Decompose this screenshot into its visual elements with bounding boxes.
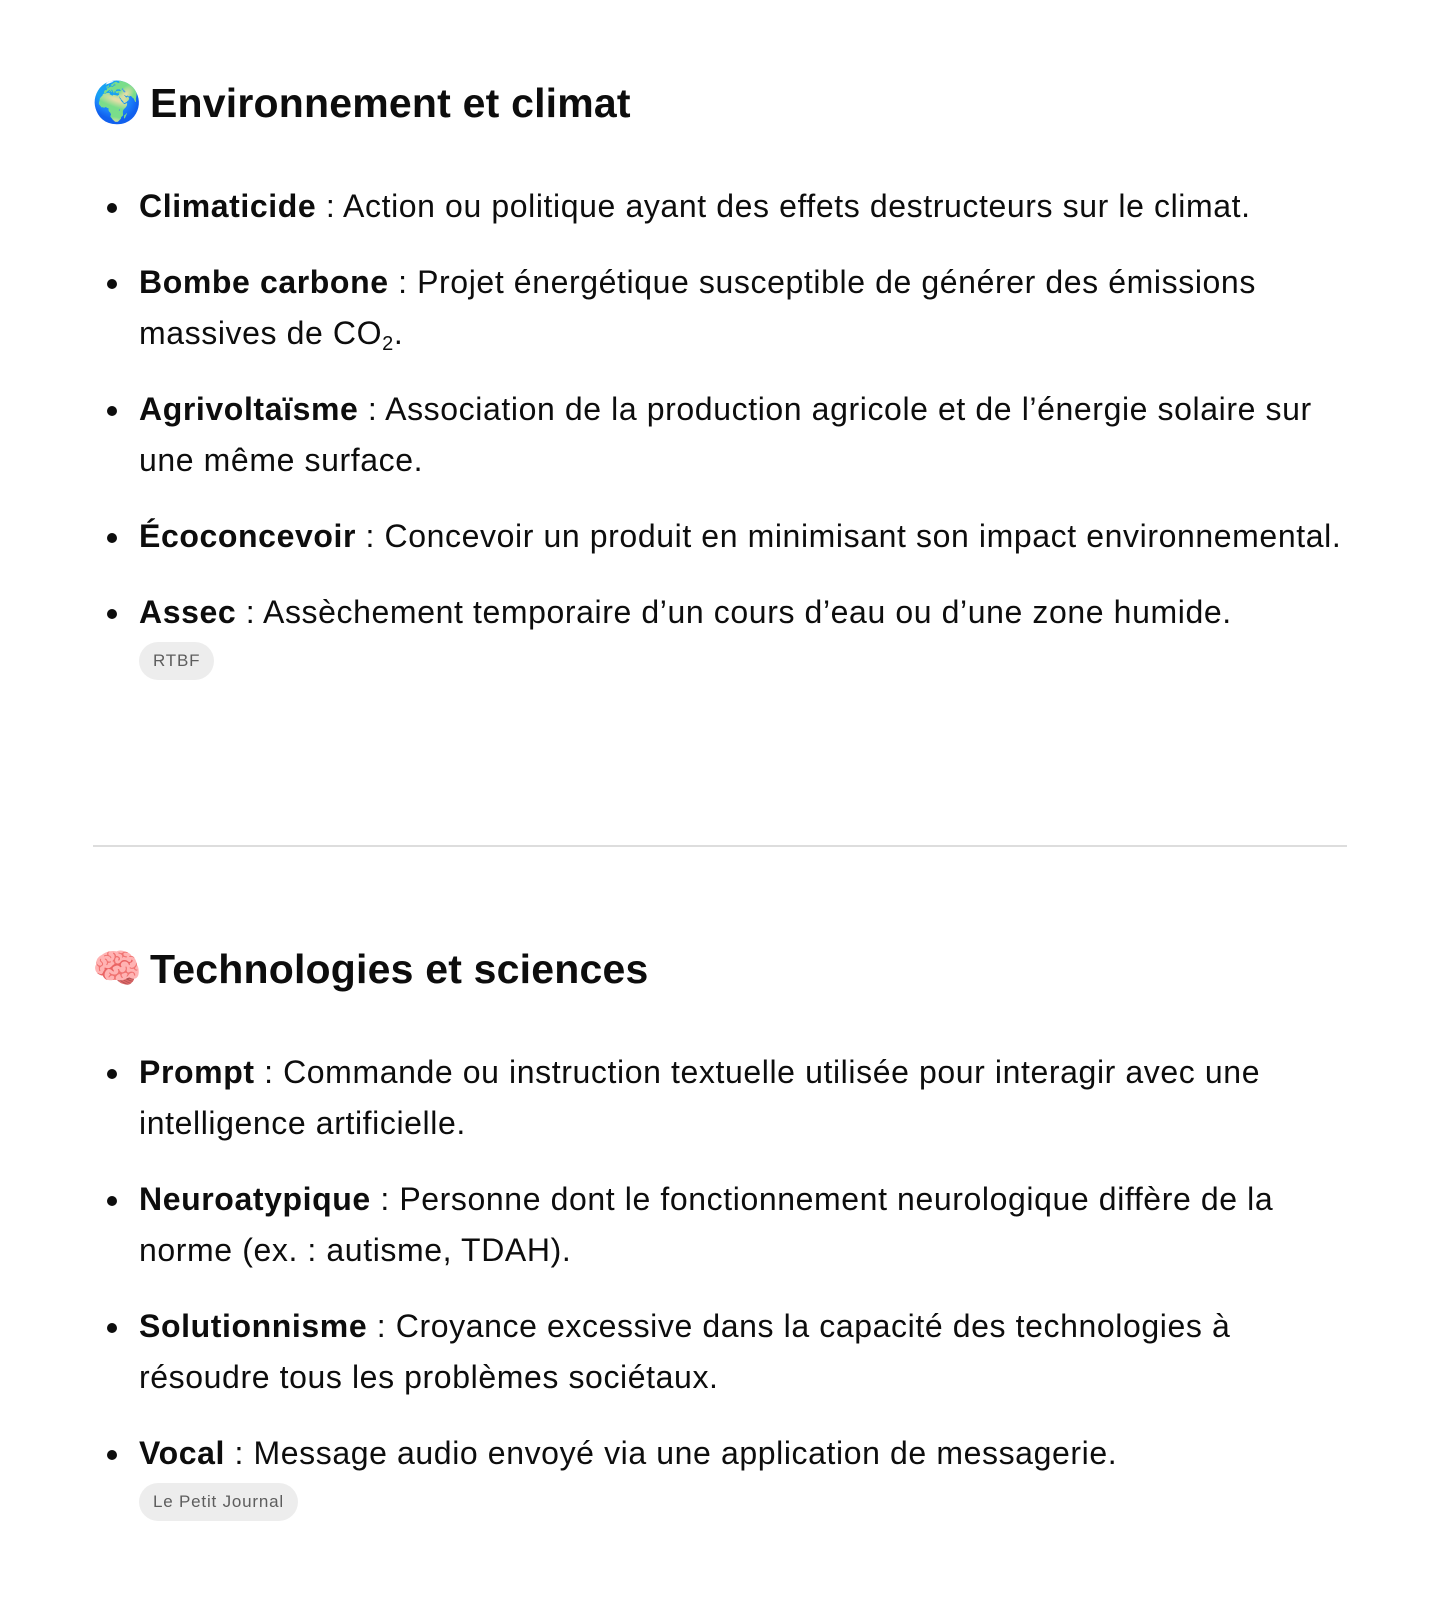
definition-list xyxy=(93,181,1347,638)
list-item xyxy=(93,511,1347,562)
bullet-icon xyxy=(107,203,117,213)
bullet-icon xyxy=(107,1196,117,1206)
definition: : Action ou politique ayant des effets destructeurs sur le climat. xyxy=(316,188,1251,224)
globe-icon: 🌍 xyxy=(92,80,142,126)
term: Vocal xyxy=(139,1435,225,1471)
definition-end: . xyxy=(393,315,404,351)
definition: : Assèchement temporaire d’un cours d’eau ou d’une zone humide. xyxy=(236,594,1232,630)
section-divider xyxy=(93,845,1347,847)
list-item xyxy=(93,257,1347,359)
definition: : Personne dont le fonctionnement neurologique diffère de la norme (ex. : autisme, TDAH). xyxy=(139,1181,1274,1268)
section-title: Technologies et sciences xyxy=(150,946,649,992)
list-item xyxy=(93,384,1347,486)
section-heading xyxy=(93,944,1347,994)
term: Solutionnisme xyxy=(139,1308,368,1344)
subscript: 2 xyxy=(382,333,394,355)
list-item xyxy=(93,1047,1347,1149)
list-item xyxy=(93,587,1347,638)
term: Neuroatypique xyxy=(139,1181,371,1217)
bullet-icon xyxy=(107,609,117,619)
definition: : Message audio envoyé via une application de messagerie. xyxy=(225,1435,1118,1471)
list-item xyxy=(93,1174,1347,1276)
section-environnement xyxy=(93,78,1347,680)
bullet-icon xyxy=(107,1450,117,1460)
bullet-icon xyxy=(107,279,117,289)
section-heading xyxy=(93,78,1347,128)
bullet-icon xyxy=(107,1323,117,1333)
definition-list xyxy=(93,1047,1347,1479)
term: Prompt xyxy=(139,1054,255,1090)
term: Écoconcevoir xyxy=(139,518,357,554)
brain-icon: 🧠 xyxy=(92,946,142,992)
term: Bombe carbone xyxy=(139,264,389,300)
source-pill[interactable]: Le Petit Journal xyxy=(139,1483,298,1521)
source-pill[interactable]: RTBF xyxy=(139,642,214,680)
definition: : Croyance excessive dans la capacité des technologies à résoudre tous les problèmes sociétaux. xyxy=(139,1308,1231,1395)
bullet-icon xyxy=(107,1069,117,1079)
definition: : Concevoir un produit en minimisant son impact environnemental. xyxy=(356,518,1342,554)
term: Agrivoltaïsme xyxy=(139,391,359,427)
list-item xyxy=(93,1428,1347,1479)
definition: : Projet énergétique susceptible de générer des émissions massives de CO xyxy=(139,264,1256,351)
list-item xyxy=(93,1301,1347,1403)
definition: : Commande ou instruction textuelle utilisée pour interagir avec une intelligence artificielle. xyxy=(139,1054,1261,1141)
list-item xyxy=(93,181,1347,232)
bullet-icon xyxy=(107,533,117,543)
section-title: Environnement et climat xyxy=(150,80,631,126)
definition: : Association de la production agricole et de l’énergie solaire sur une même surface. xyxy=(139,391,1312,478)
term: Assec xyxy=(139,594,237,630)
term: Climaticide xyxy=(139,188,317,224)
bullet-icon xyxy=(107,406,117,416)
section-technologies xyxy=(93,944,1347,1521)
